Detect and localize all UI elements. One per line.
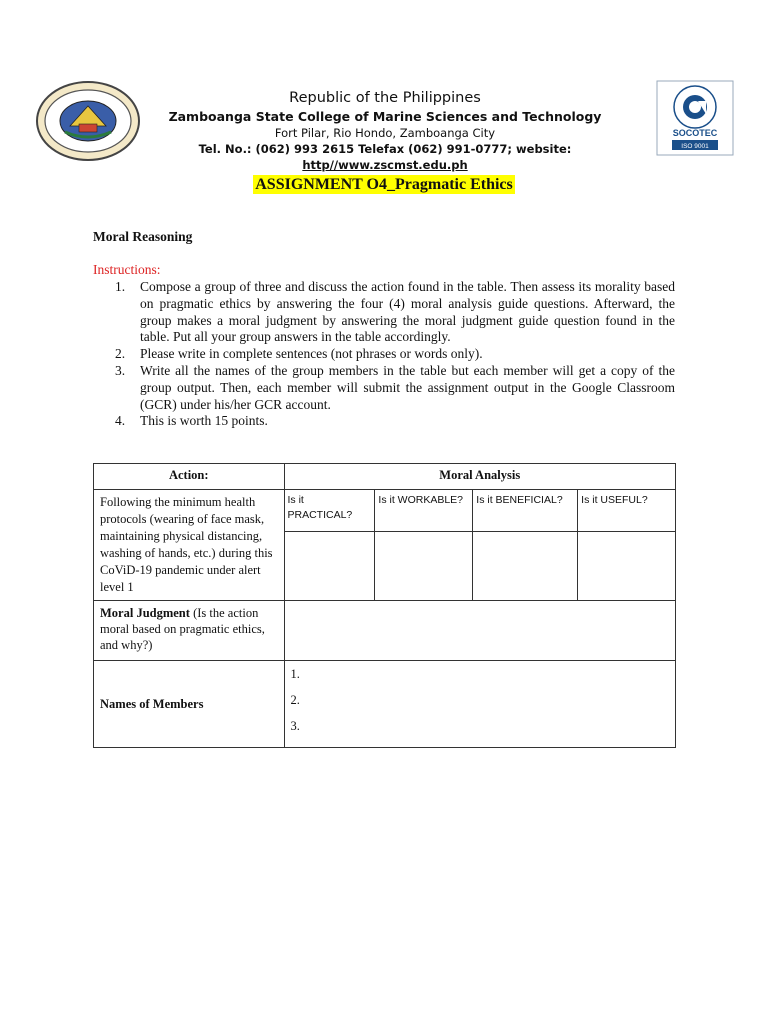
instruction-item — [93, 279, 675, 346]
instructions-label: Instructions: — [93, 262, 161, 277]
college-seal-logo — [35, 80, 141, 162]
moral-analysis-header: Moral Analysis — [284, 464, 676, 490]
instruction-text: Compose a group of three and discuss the action found in the table. Then assess its morality based on pragmatic ethics by answering the four (4) moral analysis guide questions. Afterward, the group makes a moral judgment by answering the moral judgment guide question found in the table. Put all your group answers in the table accordingly. — [140, 279, 675, 345]
members-cell[interactable] — [284, 661, 676, 748]
college-address: Fort Pilar, Rio Hondo, Zamboanga City — [274, 126, 496, 140]
assignment-table — [93, 463, 676, 748]
action-header: Action: — [94, 464, 285, 490]
website-link[interactable]: http//www.zscmst.edu.ph — [302, 158, 468, 172]
question-practical: Is it PRACTICAL? — [284, 490, 375, 532]
instruction-text: Write all the names of the group members in the table but each member will get a copy of the group output. Then, each member will submit the assignment output in the Google Classroom (GCR) under his/her GCR account. — [140, 362, 675, 412]
assignment-title-text: ASSIGNMENT O4_Pragmatic Ethics — [255, 176, 513, 193]
member-line-2: 2. — [290, 693, 300, 707]
moral-judgment-answer-cell[interactable] — [284, 601, 676, 661]
contact-numbers: Tel. No.: (062) 993 2615 Telefax (062) 991-0777; website: — [198, 142, 572, 156]
letterhead-text — [140, 89, 630, 173]
moral-judgment-question: (Is the action moral based on pragmatic ethics, and why?) — [100, 606, 265, 652]
instruction-text: This is worth 15 points. — [140, 413, 268, 429]
member-line-3: 3. — [290, 719, 300, 733]
instruction-number: 4. — [115, 413, 126, 429]
instruction-number: 1. — [115, 279, 126, 294]
socotec-iso-logo — [656, 80, 734, 156]
answer-practical-cell[interactable] — [284, 532, 375, 601]
instruction-number: 3. — [115, 362, 126, 378]
answer-useful-cell[interactable] — [578, 532, 676, 601]
instruction-text: Please write in complete sentences (not phrases or words only). — [140, 346, 483, 362]
question-useful: Is it USEFUL? — [578, 490, 676, 532]
instruction-item — [93, 363, 675, 413]
moral-judgment-label-cell — [94, 601, 285, 661]
instruction-item — [93, 413, 675, 430]
contact-line — [140, 141, 630, 173]
action-description: Following the minimum health protocols (wearing of face mask, maintaining physical distancing, washing of hands, etc.) during this CoViD-19 pandemic under alert level 1 — [94, 490, 285, 601]
instruction-item — [93, 346, 675, 363]
question-workable: Is it WORKABLE? — [375, 490, 473, 532]
moral-judgment-label: Moral Judgment — [100, 606, 190, 620]
socotec-text: SOCOTEC — [672, 128, 718, 138]
answer-workable-cell[interactable] — [375, 532, 473, 601]
question-beneficial: Is it BENEFICIAL? — [473, 490, 578, 532]
instruction-number: 2. — [115, 346, 126, 362]
iso-text: ISO 9001 — [681, 143, 709, 150]
assignment-title — [0, 176, 768, 194]
document-header — [0, 80, 768, 172]
members-label: Names of Members — [94, 661, 285, 748]
section-title: Moral Reasoning — [93, 229, 193, 244]
instructions-list — [93, 279, 675, 430]
member-line-1: 1. — [290, 667, 300, 681]
republic-line: Republic of the Philippines — [289, 90, 481, 106]
college-name: Zamboanga State College of Marine Sciences and Technology — [168, 109, 602, 124]
answer-beneficial-cell[interactable] — [473, 532, 578, 601]
